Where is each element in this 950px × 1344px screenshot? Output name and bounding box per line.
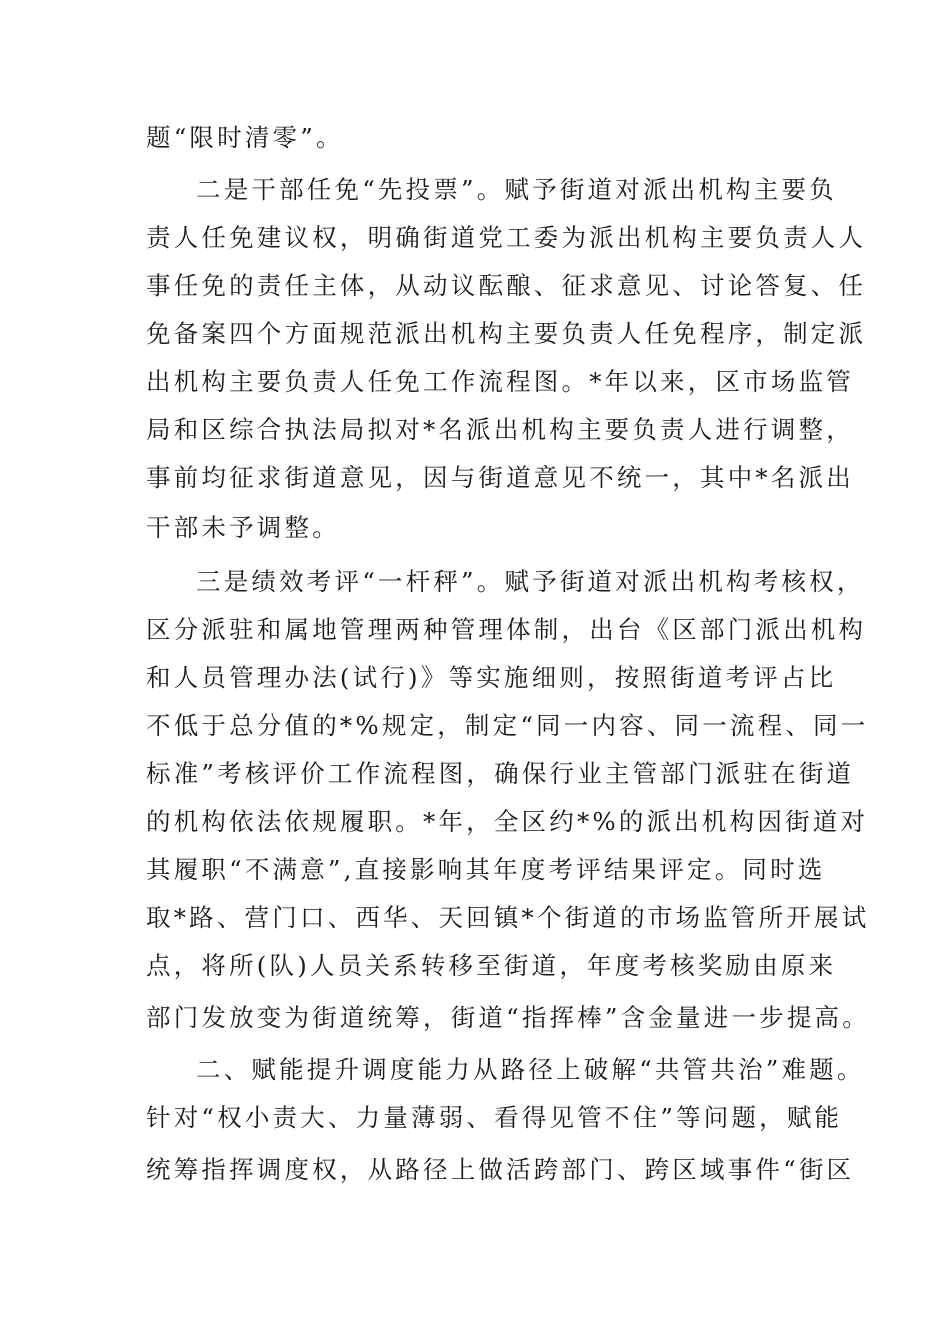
- text-line: 取*路、营门口、西华、天回镇*个街道的市场监管所开展试: [146, 903, 870, 932]
- text-line: 其履职“不满意”,直接影响其年度考评结果评定。同时选: [146, 855, 826, 884]
- text-line: 针对“权小责大、力量薄弱、看得见管不住”等问题，赋能: [146, 1103, 843, 1132]
- text-line: 的机构依法依规履职。*年，全区约*%的派出机构因街道对: [146, 807, 869, 836]
- text-line: 不低于总分值的*%规定，制定“同一内容、同一流程、同一: [146, 711, 869, 740]
- text-line: 点，将所(队)人员关系转移至街道，年度考核奖励由原来: [146, 951, 837, 980]
- text-line: 题“限时清零”。: [146, 123, 344, 152]
- text-line: 干部未予调整。: [146, 513, 340, 542]
- text-line: 标准”考核评价工作流程图，确保行业主管部门派驻在街道: [146, 759, 855, 788]
- text-line: 三是绩效考评“一杆秤”。赋予街道对派出机构考核权，: [196, 567, 865, 596]
- text-line: 免备案四个方面规范派出机构主要负责人任免程序，制定派: [146, 319, 867, 348]
- text-line: 二、赋能提升调度能力从路径上破解“共管共治”难题。: [196, 1055, 865, 1084]
- text-line: 和人员管理办法(试行)》等实施细则，按照街道考评占比: [146, 663, 837, 692]
- text-line: 责人任免建议权，明确街道党工委为派出机构主要负责人人: [146, 223, 867, 252]
- text-line: 区分派驻和属地管理两种管理体制，出台《区部门派出机构: [146, 615, 867, 644]
- text-line: 出机构主要负责人任免工作流程图。*年以来，区市场监管: [146, 367, 854, 396]
- text-line: 局和区综合执法局拟对*名派出机构主要负责人进行调整，: [146, 415, 854, 444]
- text-line: 二是干部任免“先投票”。赋予街道对派出机构主要负: [196, 175, 837, 204]
- text-line: 事前均征求街道意见，因与街道意见不统一，其中*名派出: [146, 463, 854, 492]
- text-line: 事任免的责任主体，从动议酝酿、征求意见、讨论答复、任: [146, 271, 867, 300]
- text-line: 统筹指挥调度权，从路径上做活跨部门、跨区域事件“街区: [146, 1155, 855, 1184]
- text-line: 部门发放变为街道统筹，街道“指挥棒”含金量进一步提高。: [146, 1003, 870, 1032]
